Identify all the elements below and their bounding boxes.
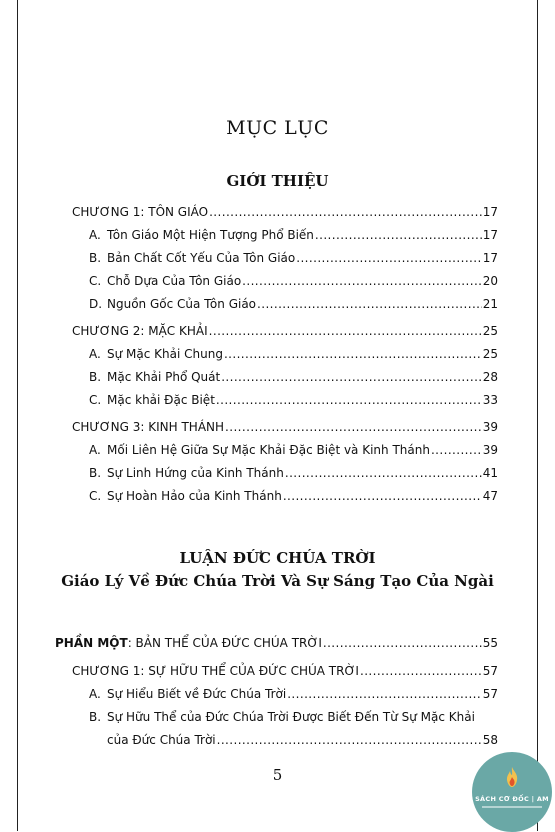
toc-chapter-3[interactable]: CHƯƠNG 3: KINH THÁNH ..... 39 — [72, 419, 498, 435]
toc-item[interactable]: C. Sự Hoàn Hảo của Kinh Thánh ..... 47 — [89, 488, 498, 504]
toc-item[interactable]: D. Nguồn Gốc Của Tôn Giáo ..... 21 — [89, 296, 498, 312]
toc-item[interactable]: A. Tôn Giáo Một Hiện Tượng Phổ Biến ..... 17 — [89, 227, 498, 243]
toc-item[interactable]: C. Mặc khải Đặc Biệt ..... 33 — [89, 392, 498, 408]
intro-heading: GIỚI THIỆU — [226, 172, 329, 190]
flame-icon — [505, 766, 519, 788]
toc-chapter-1-part-one[interactable]: CHƯƠNG 1: SỰ HỮU THỂ CỦA ĐỨC CHÚA TRỜI ..... 57 — [72, 663, 498, 679]
section-subheading: Giáo Lý Về Đức Chúa Trời Và Sự Sáng Tạo Của Ngài — [61, 572, 494, 590]
toc-part-one[interactable]: PHẦN MỘT: BẢN THỂ CỦA ĐỨC CHÚA TRỜI ..... 55 — [55, 635, 498, 651]
toc-chapter-1[interactable]: CHƯƠNG 1: TÔN GIÁO ..... 17 — [72, 204, 498, 220]
toc-item[interactable]: A. Sự Mặc Khải Chung ..... 25 — [89, 346, 498, 362]
toc-item[interactable]: B. Sự Linh Hứng của Kinh Thánh ..... 41 — [89, 465, 498, 481]
toc-chapter-2[interactable]: CHƯƠNG 2: MẶC KHẢI ..... 25 — [72, 323, 498, 339]
toc-item[interactable]: B. Bản Chất Cốt Yếu Của Tôn Giáo ..... 17 — [89, 250, 498, 266]
page-number: 5 — [272, 766, 283, 784]
toc-item[interactable]: A. Sự Hiểu Biết về Đức Chúa Trời ..... 57 — [89, 686, 498, 702]
toc-item[interactable]: B. Mặc Khải Phổ Quát ..... 28 — [89, 369, 498, 385]
toc-item-line1[interactable]: B. Sự Hữu Thể của Đức Chúa Trời Được Biết Đến Từ Sự Mặc Khải — [89, 710, 475, 724]
badge-text: SÁCH CƠ ĐỐC | AM — [475, 795, 549, 803]
badge-divider — [482, 806, 542, 808]
toc-item[interactable]: A. Mối Liên Hệ Giữa Sự Mặc Khải Đặc Biệt và Kinh Thánh ..... 39 — [89, 442, 498, 458]
toc-item[interactable]: C. Chỗ Dựa Của Tôn Giáo ..... 20 — [89, 273, 498, 289]
publisher-badge[interactable] — [472, 752, 552, 832]
toc-item-line2[interactable]: của Đức Chúa Trời ..... 58 — [107, 732, 498, 748]
page-title: MỤC LỤC — [226, 117, 329, 139]
section-heading: LUẬN ĐỨC CHÚA TRỜI — [179, 549, 376, 567]
